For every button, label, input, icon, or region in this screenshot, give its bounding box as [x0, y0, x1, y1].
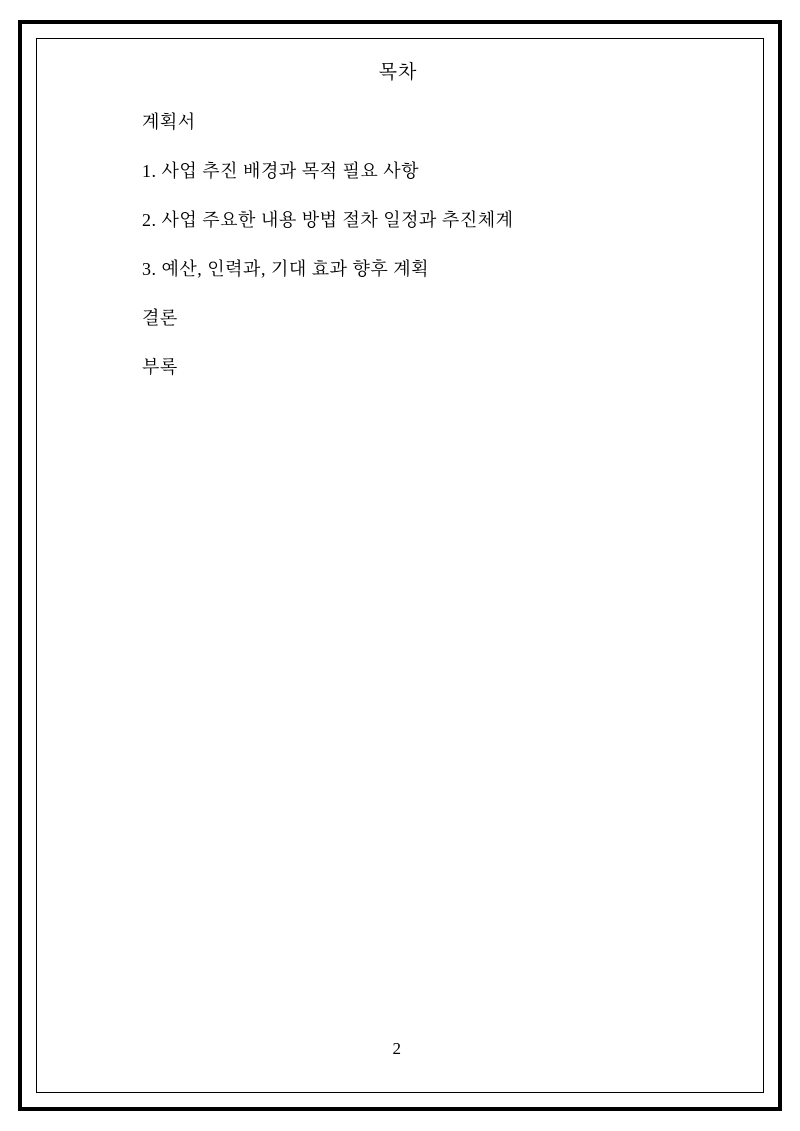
- body-line-2: 1. 사업 추진 배경과 목적 필요 사항: [142, 160, 420, 181]
- document-content: [110, 60, 710, 403]
- page-number: 2: [392, 1039, 402, 1058]
- page-title: 목차: [378, 62, 418, 83]
- body-line-4: 3. 예산, 인력과, 기대 효과 향후 계획: [142, 258, 430, 279]
- body-line-1: 계획서: [142, 111, 196, 132]
- body-line-3: 2. 사업 주요한 내용 방법 절차 일정과 추진체계: [142, 209, 514, 230]
- body-line-6: 부록: [142, 356, 178, 377]
- body-line-5: 결론: [142, 307, 178, 328]
